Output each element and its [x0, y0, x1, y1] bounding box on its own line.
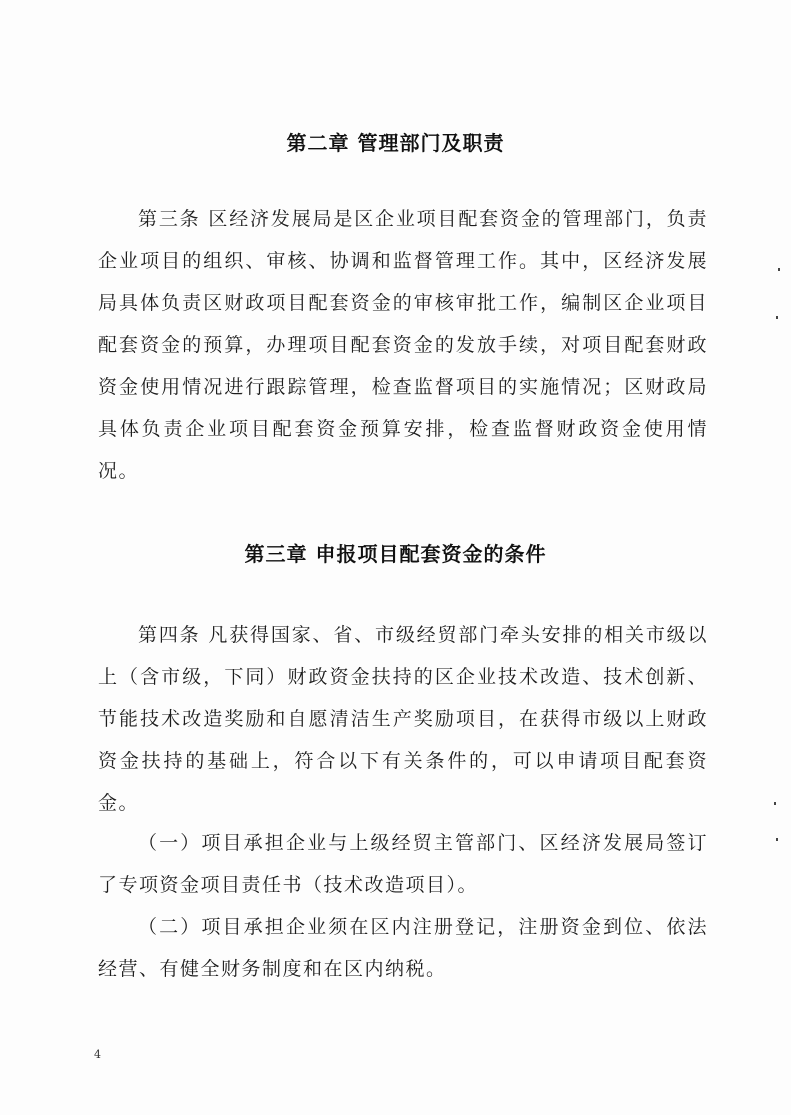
chapter-3-title: 第三章 申报项目配套资金的条件 — [244, 542, 547, 566]
scan-speck — [776, 838, 778, 841]
article-4-paragraph: 第四条 凡获得国家、省、市级经贸部门牵头安排的相关市级以上（含市级，下同）财政资金扶持的区企业技术改造、技术创新、节能技术改造奖励和自愿清洁生产奖励项目，在获得市级以上财政资金扶持的基础上，符合以下有关条件的，可以申请项目配套资金。 — [98, 624, 708, 814]
scan-speck — [776, 316, 778, 319]
page-number: 4 — [94, 1048, 101, 1061]
article-3-paragraph: 第三条 区经济发展局是区企业项目配套资金的管理部门，负责企业项目的组织、审核、协调和监督管理工作。其中，区经济发展局具体负责区财政项目配套资金的审核审批工作，编制区企业项目配套资金的预算，办理项目配套资金的发放手续，对项目配套财政资金使用情况进行跟踪管理，检查监督项目的实施情况；区财政局具体负责企业项目配套资金预算安排，检查监督财政资金使用情况。 — [98, 208, 708, 482]
condition-item-1: （一）项目承担企业与上级经贸主管部门、区经济发展局签订了专项资金项目责任书（技术改造项目）。 — [98, 832, 708, 896]
chapter-2-title: 第二章 管理部门及职责 — [286, 131, 505, 155]
scan-speck — [774, 802, 776, 805]
scan-speck — [778, 268, 780, 271]
condition-item-2: （二）项目承担企业须在区内注册登记，注册资金到位、依法经营、有健全财务制度和在区内纳税。 — [98, 916, 708, 980]
